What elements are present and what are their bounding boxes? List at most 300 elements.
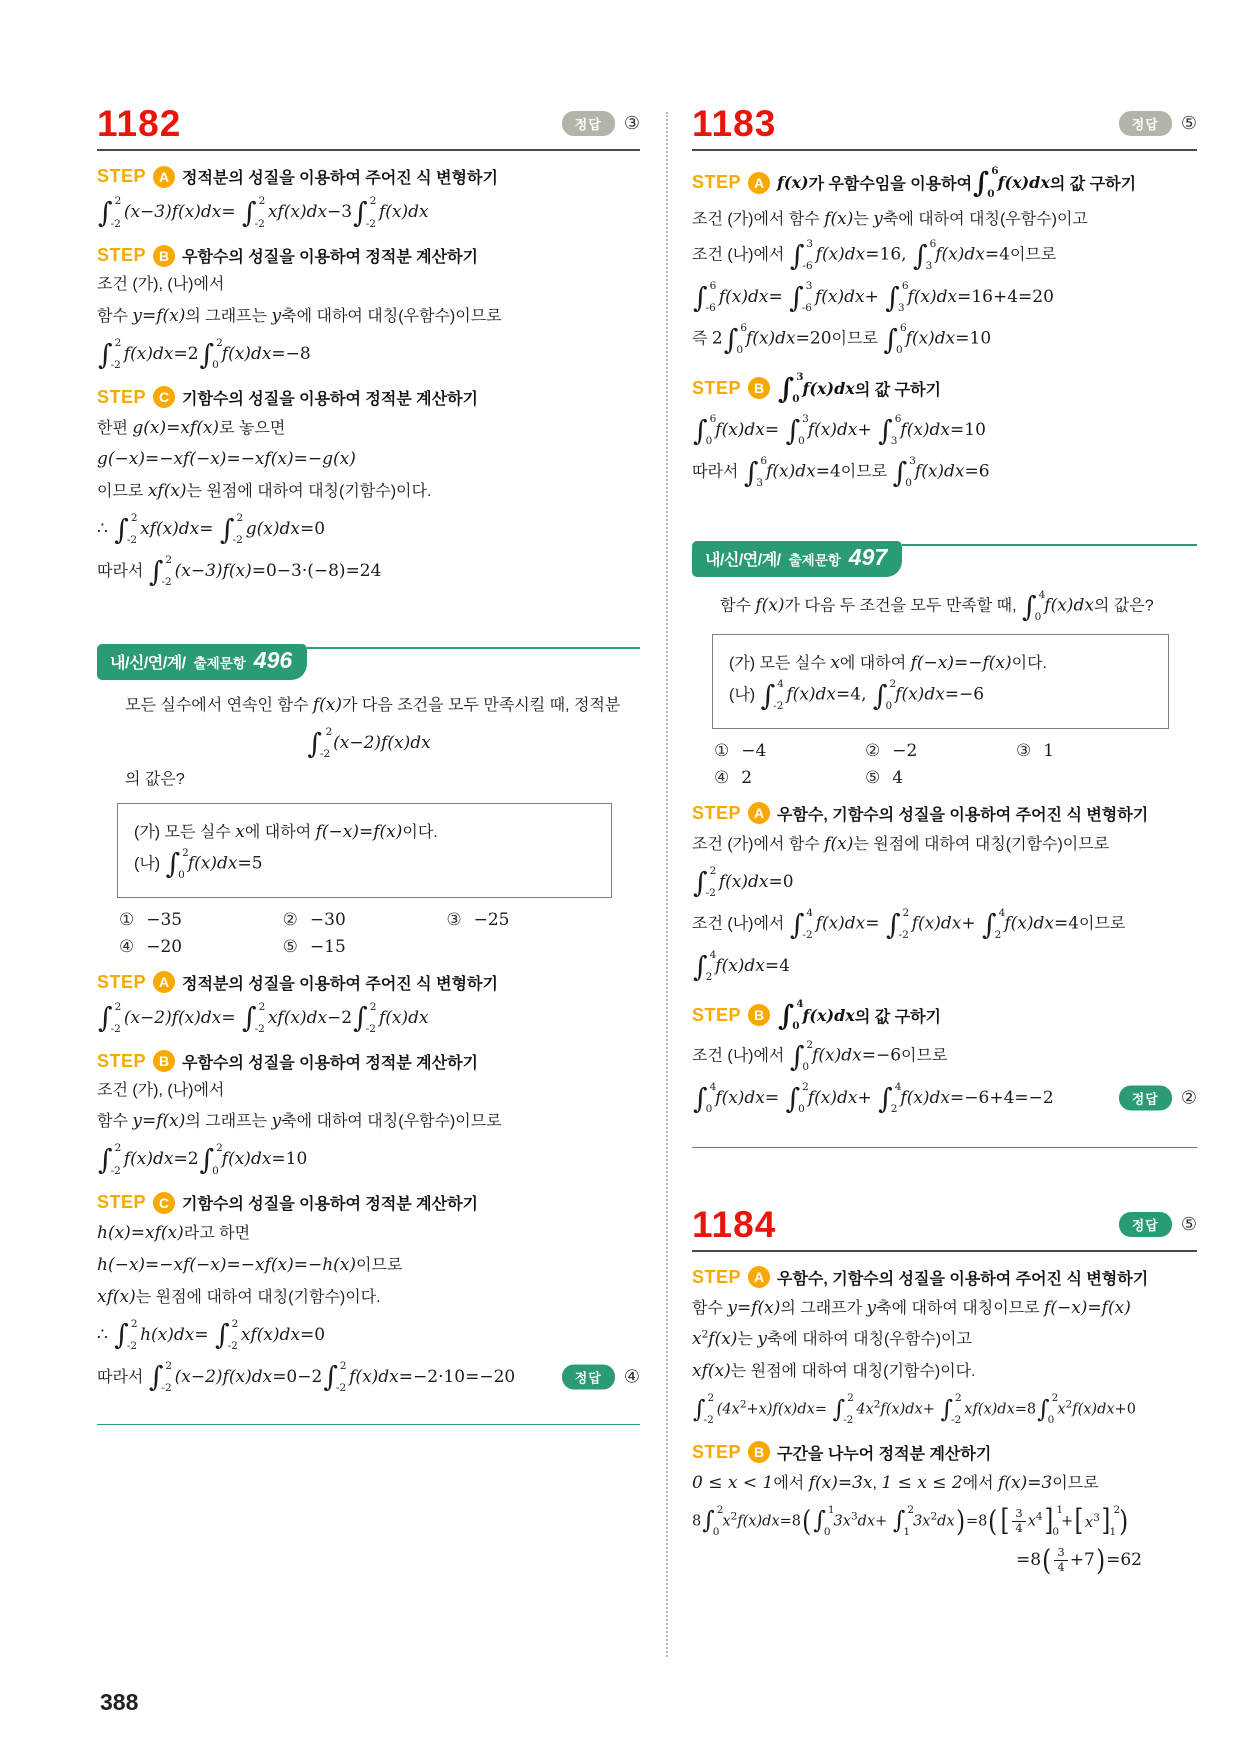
integral-bounds — [180, 847, 187, 882]
math-upright: =10 — [271, 1149, 308, 1170]
math-italic: f(x)dx — [997, 173, 1050, 192]
math-upright: = — [221, 1007, 242, 1028]
korean-text: 조건 (가)에서 함수 — [692, 211, 825, 228]
integral-sign: ∫ — [778, 371, 795, 405]
step-title — [182, 1191, 478, 1214]
integral-lower-bound: 0 — [802, 1061, 810, 1074]
integral — [1022, 588, 1046, 624]
math-italic: xf(x) — [692, 1361, 731, 1382]
math-italic: xf(x)dx — [267, 202, 328, 222]
integral — [789, 1038, 814, 1074]
korean-text: (나) — [134, 855, 165, 873]
integral-upper-bound: 2 — [889, 677, 897, 690]
integral-bounds — [163, 1360, 173, 1395]
integral-sign: ∫ — [114, 512, 129, 546]
integral — [323, 1360, 348, 1395]
integral-bounds — [705, 1080, 717, 1116]
right-bracket: ] — [1101, 1503, 1111, 1539]
choice-circled-number: ② — [282, 909, 298, 930]
math-italic: g(x)dx — [245, 518, 300, 539]
korean-text: 로 놓으면 — [219, 419, 286, 437]
step-heading — [97, 1050, 640, 1073]
integral-upper-bound: 2 — [236, 511, 244, 524]
choice-circled-number: ③ — [1016, 740, 1032, 761]
fraction-denominator: 4 — [1057, 1559, 1065, 1574]
integral-lower-bound: -2 — [161, 1382, 172, 1395]
integral-sign: ∫ — [1022, 589, 1037, 623]
spacer — [692, 1148, 1197, 1206]
integral-lower-bound: 2 — [994, 929, 1002, 942]
integral-lower-bound: -2 — [843, 1414, 854, 1427]
math-italic: f(−x)=f(x) — [1044, 1297, 1131, 1318]
integral-upper-bound: 2 — [369, 195, 377, 207]
spacer — [692, 1123, 1197, 1147]
korean-text: 이므로 — [1052, 1474, 1099, 1492]
integral-lower-bound: -6 — [705, 302, 716, 315]
answer-choice-number: ④ — [623, 1366, 640, 1388]
integral — [242, 1001, 267, 1036]
math-italic: f(x)=3 — [998, 1472, 1053, 1493]
integral — [98, 1142, 123, 1177]
math-italic: f(x)dx — [815, 913, 866, 934]
integral-lower-bound: 1 — [903, 1526, 911, 1539]
korean-text: 함수 — [692, 1299, 728, 1317]
answer-badge — [562, 111, 640, 136]
math-italic: 0 ≤ x < 1 — [692, 1472, 774, 1493]
math-italic: 3x — [913, 1513, 931, 1530]
solution-text-line — [97, 446, 640, 473]
integral-upper-bound: 3 — [802, 412, 809, 425]
step-letter-badge: C — [153, 1192, 175, 1214]
integral-lower-bound: 0 — [895, 344, 903, 357]
math-upright: + — [961, 913, 982, 934]
step-heading — [692, 1266, 1197, 1289]
math-upright: = — [865, 913, 885, 934]
math-italic: h(x)dx — [140, 1324, 195, 1345]
integral-lower-bound: -2 — [110, 1164, 121, 1177]
solution-text-line — [97, 1252, 640, 1279]
integral-upper-bound: 6 — [709, 412, 717, 425]
exponent: 2 — [739, 1398, 747, 1411]
integral-sign: ∫ — [885, 907, 901, 941]
math-italic: f(x)dx — [737, 1513, 780, 1530]
integral-upper-bound: 2 — [216, 336, 223, 349]
integral-lower-bound: -2 — [227, 1340, 238, 1353]
fraction — [1054, 1546, 1067, 1575]
step-letter-badge: B — [153, 245, 175, 267]
step-word: STEP — [97, 245, 147, 265]
choice-circled-number: ① — [119, 909, 135, 930]
choice-circled-number: ① — [714, 740, 730, 761]
choice-item — [714, 768, 865, 788]
integral-lower-bound: -2 — [773, 700, 784, 713]
integral-lower-bound: -2 — [705, 887, 716, 900]
korean-text: 에서 — [773, 1474, 809, 1492]
math-italic: f(−x)=−f(x) — [910, 652, 1012, 673]
integral — [693, 948, 717, 984]
math-line — [97, 1318, 640, 1353]
integral-bounds — [703, 1391, 716, 1427]
integral-upper-bound: 2 — [955, 1391, 962, 1404]
step-word: STEP — [97, 971, 147, 992]
integral-upper-bound: 2 — [907, 1503, 915, 1516]
korean-text: 축에 대하여 대칭(우함수)이므로 — [281, 1113, 502, 1131]
integral-lower-bound: -2 — [254, 217, 265, 230]
math-italic: f(x)dx — [900, 1087, 951, 1108]
integral-upper-bound: 2 — [369, 1000, 377, 1013]
exponent: 3 — [850, 1510, 858, 1523]
integral-bounds — [804, 238, 814, 273]
inline-answer-badge — [1119, 1086, 1197, 1111]
integral-upper-bound: 2 — [707, 1391, 715, 1404]
korean-text: 구간을 나누어 정적분 계산하기 — [777, 1445, 992, 1463]
math-line — [97, 1001, 640, 1036]
math-upright: = — [764, 419, 785, 440]
math-italic: y — [873, 209, 883, 229]
step-title — [777, 165, 1136, 200]
math-upright: 2 — [711, 328, 723, 349]
math-italic: +x)f(x)dx — [746, 1401, 815, 1418]
integral-upper-bound: 6 — [709, 279, 717, 292]
math-line — [692, 280, 1197, 315]
solution-text-line — [692, 1326, 1197, 1353]
linked-problem-tab — [97, 644, 307, 680]
math-italic: x — [1084, 1514, 1094, 1531]
math-italic: f(x)dx — [187, 853, 238, 874]
math-upright: = — [768, 286, 789, 307]
answer-badge-pill: 정답 — [1119, 1086, 1172, 1111]
korean-text: 이므로 — [97, 483, 148, 501]
korean-text: 의 값 구하기 — [854, 1008, 942, 1026]
fraction-denominator: 4 — [1015, 1520, 1023, 1535]
integral — [693, 412, 717, 448]
integral-upper-bound: 4 — [796, 997, 804, 1010]
step-heading — [97, 165, 640, 188]
bracket-bounds — [1109, 1503, 1121, 1539]
choice-circled-number: ③ — [446, 909, 462, 930]
integral-upper-bound: 3 — [805, 279, 813, 292]
step-word: STEP — [692, 377, 742, 398]
integral — [982, 906, 1006, 942]
integral-sign: ∫ — [242, 195, 257, 229]
integral-sign: ∫ — [912, 238, 928, 272]
math-italic: f(x)dx — [715, 419, 765, 440]
fraction — [1012, 1507, 1025, 1536]
korean-text: 축에 대하여 대칭(우함수)이고 — [766, 1331, 972, 1349]
math-upright: =8 — [1016, 1549, 1042, 1570]
left-bracket: [ — [1074, 1503, 1084, 1539]
solution-text-line — [125, 768, 640, 793]
integral-sign: ∫ — [98, 195, 113, 229]
math-italic: f(x)dx — [935, 244, 985, 265]
math-italic: f(x) — [312, 694, 342, 715]
integral — [1037, 1391, 1059, 1427]
integral — [778, 998, 802, 1033]
math-italic: f(x)dx — [378, 202, 429, 222]
math-italic: f(x)dx — [814, 286, 865, 307]
integral-lower-bound: -2 — [126, 1340, 138, 1353]
bracket-lower-bound: 0 — [1052, 1526, 1059, 1539]
math-upright: =−2·10=−20 — [398, 1366, 516, 1387]
math-italic: 4x — [856, 1401, 874, 1418]
math-upright: = — [194, 1324, 214, 1345]
math-line — [692, 1392, 1197, 1427]
integral-sign: ∫ — [832, 1394, 846, 1423]
integral — [98, 1001, 123, 1036]
linked-problem-number: 496 — [253, 646, 293, 673]
step-heading — [97, 386, 640, 409]
step-heading — [97, 244, 640, 267]
integral-sign: ∫ — [323, 1360, 338, 1394]
integral-upper-bound: 4 — [777, 677, 784, 690]
choice-value: −4 — [741, 740, 767, 761]
integral-lower-bound: 0 — [705, 1103, 713, 1116]
math-italic: (4x — [716, 1401, 740, 1418]
answer-badge-pill: 정답 — [1119, 111, 1172, 136]
integral-lower-bound: -2 — [110, 359, 121, 372]
integral-upper-bound: 2 — [339, 1359, 347, 1372]
integral — [693, 280, 718, 315]
integral-upper-bound: 2 — [114, 1142, 122, 1155]
math-upright: =2 — [173, 1149, 199, 1170]
math-italic: f(x)=3x — [808, 1472, 873, 1493]
answer-choice-number: ③ — [623, 113, 640, 134]
math-italic: f(x)dx — [911, 913, 962, 934]
math-italic: y=f(x) — [727, 1297, 781, 1318]
choice-list — [119, 910, 610, 957]
math-italic: f(x)dx — [221, 1149, 272, 1170]
step-letter-badge: A — [748, 802, 770, 824]
step-word: STEP — [97, 166, 147, 186]
math-upright: =8 — [779, 1513, 802, 1530]
integral — [98, 195, 123, 230]
math-italic: f(x)dx — [786, 684, 837, 705]
left-column — [97, 105, 640, 1425]
integral-upper-bound: 2 — [1051, 1391, 1059, 1404]
korean-text: 조건 (나)에서 — [692, 915, 789, 933]
integral-bounds — [801, 279, 814, 315]
math-upright: + — [922, 1401, 940, 1418]
integral-upper-bound: 3 — [796, 370, 804, 383]
exponent: 3 — [1093, 1511, 1100, 1524]
integral-upper-bound: 2 — [231, 1317, 239, 1330]
integral-bounds — [903, 1503, 915, 1539]
math-upright: + — [857, 419, 878, 440]
korean-text: 조건 (나)에서 — [692, 1047, 789, 1065]
integral-bounds — [823, 1503, 835, 1539]
choice-item — [119, 910, 283, 930]
math-upright: =−8 — [271, 343, 311, 364]
solution-text-line — [692, 322, 1197, 357]
step-heading — [692, 998, 1197, 1033]
integral — [786, 1081, 807, 1116]
integral-bounds — [254, 1000, 267, 1036]
right-bracket: ] — [1044, 1503, 1053, 1539]
integral — [693, 1080, 717, 1116]
math-italic: f(x)dx — [746, 328, 796, 349]
integral — [789, 280, 814, 315]
math-italic: g(−x)=−xf(−x)=−xf(x)=−g(x) — [97, 449, 356, 470]
integral-bounds — [232, 511, 245, 547]
integral-lower-bound: 0 — [705, 435, 713, 448]
integral-lower-bound: -2 — [898, 929, 909, 942]
integral — [885, 279, 909, 315]
korean-text: 한편 — [97, 419, 133, 437]
integral-sign: ∫ — [883, 322, 898, 356]
integral — [790, 238, 815, 273]
integral-upper-bound: 1 — [827, 1503, 835, 1516]
integral-upper-bound: 4 — [709, 948, 717, 961]
step-title — [182, 386, 478, 409]
math-italic: f(x)dx — [807, 1087, 858, 1108]
step-title — [777, 1441, 991, 1464]
integral-upper-bound: 2 — [130, 511, 138, 524]
math-line — [692, 1504, 1197, 1539]
answer-badge-pill: 정답 — [1119, 1212, 1172, 1237]
integral-sign: ∫ — [878, 1081, 893, 1115]
integral-bounds — [907, 455, 914, 490]
math-italic: f(x)dx — [123, 1149, 174, 1170]
choice-item — [865, 768, 1016, 788]
answer-badge-pill: 정답 — [562, 111, 615, 136]
korean-text: 는 — [737, 1331, 758, 1349]
integral-sign: ∫ — [165, 847, 181, 881]
integral-upper-bound: 4 — [709, 1080, 717, 1093]
integral-lower-bound: -2 — [703, 1414, 714, 1427]
korean-text: 이므로 — [356, 1256, 403, 1274]
integral-sign: ∫ — [353, 195, 368, 229]
integral-bounds — [365, 1000, 378, 1036]
spacer — [692, 495, 1197, 541]
math-upright: =20 — [795, 328, 832, 349]
integral-lower-bound: -2 — [126, 534, 138, 547]
big-paren: ) — [1095, 1542, 1105, 1577]
step-title — [777, 802, 1148, 825]
integral-upper-bound: 2 — [114, 195, 122, 207]
korean-text: 는 — [853, 211, 874, 228]
choice-value: −15 — [309, 936, 346, 957]
math-upright: = — [764, 1087, 785, 1108]
solution-text-line — [97, 415, 640, 442]
korean-text: 는 원점에 대하여 대칭(기함수)이다. — [135, 1288, 381, 1306]
integral-upper-bound: 2 — [716, 1503, 724, 1516]
integral-lower-bound: -2 — [335, 1382, 347, 1395]
integral-bounds — [897, 279, 909, 315]
math-italic: h(−x)=−xf(−x)=−xf(x)=−h(x) — [97, 1254, 357, 1275]
math-line — [692, 1542, 1197, 1577]
korean-text: 조건 (나)에서 — [692, 246, 789, 264]
choice-value: 2 — [741, 767, 753, 788]
math-italic: xf(x)dx — [240, 1324, 301, 1345]
step-word: STEP — [97, 1192, 147, 1213]
solution-text-line — [125, 692, 640, 719]
integral — [307, 726, 332, 761]
integral-upper-bound: 2 — [806, 1038, 814, 1051]
linked-problem-row — [692, 541, 1197, 577]
integral-upper-bound: 2 — [165, 1359, 173, 1372]
integral-sign: ∫ — [789, 907, 805, 941]
integral-sign: ∫ — [973, 165, 990, 199]
math-upright: =−6 — [944, 684, 985, 705]
math-italic: h(x)=xf(x) — [97, 1223, 184, 1244]
solution-text-line — [97, 1220, 640, 1247]
integral-lower-bound: 0 — [987, 187, 995, 200]
korean-text: 의 값은? — [125, 770, 185, 788]
integral-upper-bound: 4 — [998, 906, 1006, 919]
integral-sign: ∫ — [785, 413, 801, 447]
integral-bounds — [890, 1080, 902, 1116]
step-title — [182, 244, 478, 267]
integral-bounds — [365, 195, 378, 230]
integral-lower-bound: 0 — [736, 344, 744, 357]
integral-sign: ∫ — [885, 280, 900, 314]
math-italic: y=f(x) — [132, 305, 186, 326]
integral — [786, 413, 807, 448]
math-italic: x — [1057, 1401, 1066, 1418]
step-heading — [692, 1441, 1197, 1464]
korean-text: 이다. — [402, 823, 438, 841]
integral-lower-bound: 0 — [1034, 611, 1042, 624]
math-italic: f(x) — [824, 833, 854, 854]
integral-lower-bound: -2 — [319, 748, 331, 761]
korean-text: 에 대하여 — [839, 654, 911, 672]
math-upright: −2 — [327, 1007, 353, 1028]
integral — [883, 321, 907, 357]
step-letter-badge: B — [748, 1004, 770, 1026]
math-italic: f(x)dx — [807, 419, 858, 440]
choice-list — [714, 741, 1167, 788]
math-upright: =10 — [950, 419, 986, 440]
integral-sign: ∫ — [199, 1143, 215, 1177]
answer-badge — [1119, 111, 1197, 136]
solution-text-line — [720, 589, 1197, 624]
korean-text: 의 값 구하기 — [854, 381, 942, 399]
exponent: 2 — [930, 1510, 938, 1523]
integral — [778, 371, 802, 406]
math-italic: y=f(x) — [132, 1111, 186, 1132]
linked-label: 내/신/연/계/ — [110, 654, 186, 672]
math-upright: =62 — [1106, 1549, 1142, 1570]
solution-text-line — [97, 1284, 640, 1311]
math-upright: = — [814, 1401, 832, 1418]
math-italic: f(x)dx — [802, 378, 855, 398]
inline-answer-badge — [562, 1365, 640, 1390]
solution-text-line — [692, 206, 1197, 233]
solution-text-line — [692, 1039, 1197, 1074]
integral — [702, 1503, 724, 1539]
left-bracket: [ — [1000, 1503, 1009, 1539]
problem-header — [692, 105, 1197, 151]
section-end-rule — [97, 1424, 640, 1425]
integral-sign: ∫ — [693, 1081, 708, 1115]
integral-bounds — [802, 1038, 814, 1074]
korean-text: 의 그래프는 — [185, 307, 272, 325]
step-letter-badge: B — [748, 377, 770, 399]
math-line — [692, 1081, 1197, 1116]
math-line — [97, 1142, 640, 1177]
integral-bounds — [925, 237, 937, 273]
integral-sign: ∫ — [982, 907, 997, 941]
integral-sign: ∫ — [693, 413, 708, 447]
math-upright: +0 — [1114, 1401, 1136, 1418]
math-italic: (x−2)f(x)dx — [333, 732, 431, 753]
solution-text-line — [97, 1108, 640, 1135]
integral-bounds — [110, 1000, 123, 1036]
answer-badge-pill: 정답 — [562, 1365, 615, 1390]
step-letter-badge: B — [153, 1050, 175, 1072]
step-heading — [692, 371, 1197, 406]
right-column — [692, 105, 1197, 1582]
